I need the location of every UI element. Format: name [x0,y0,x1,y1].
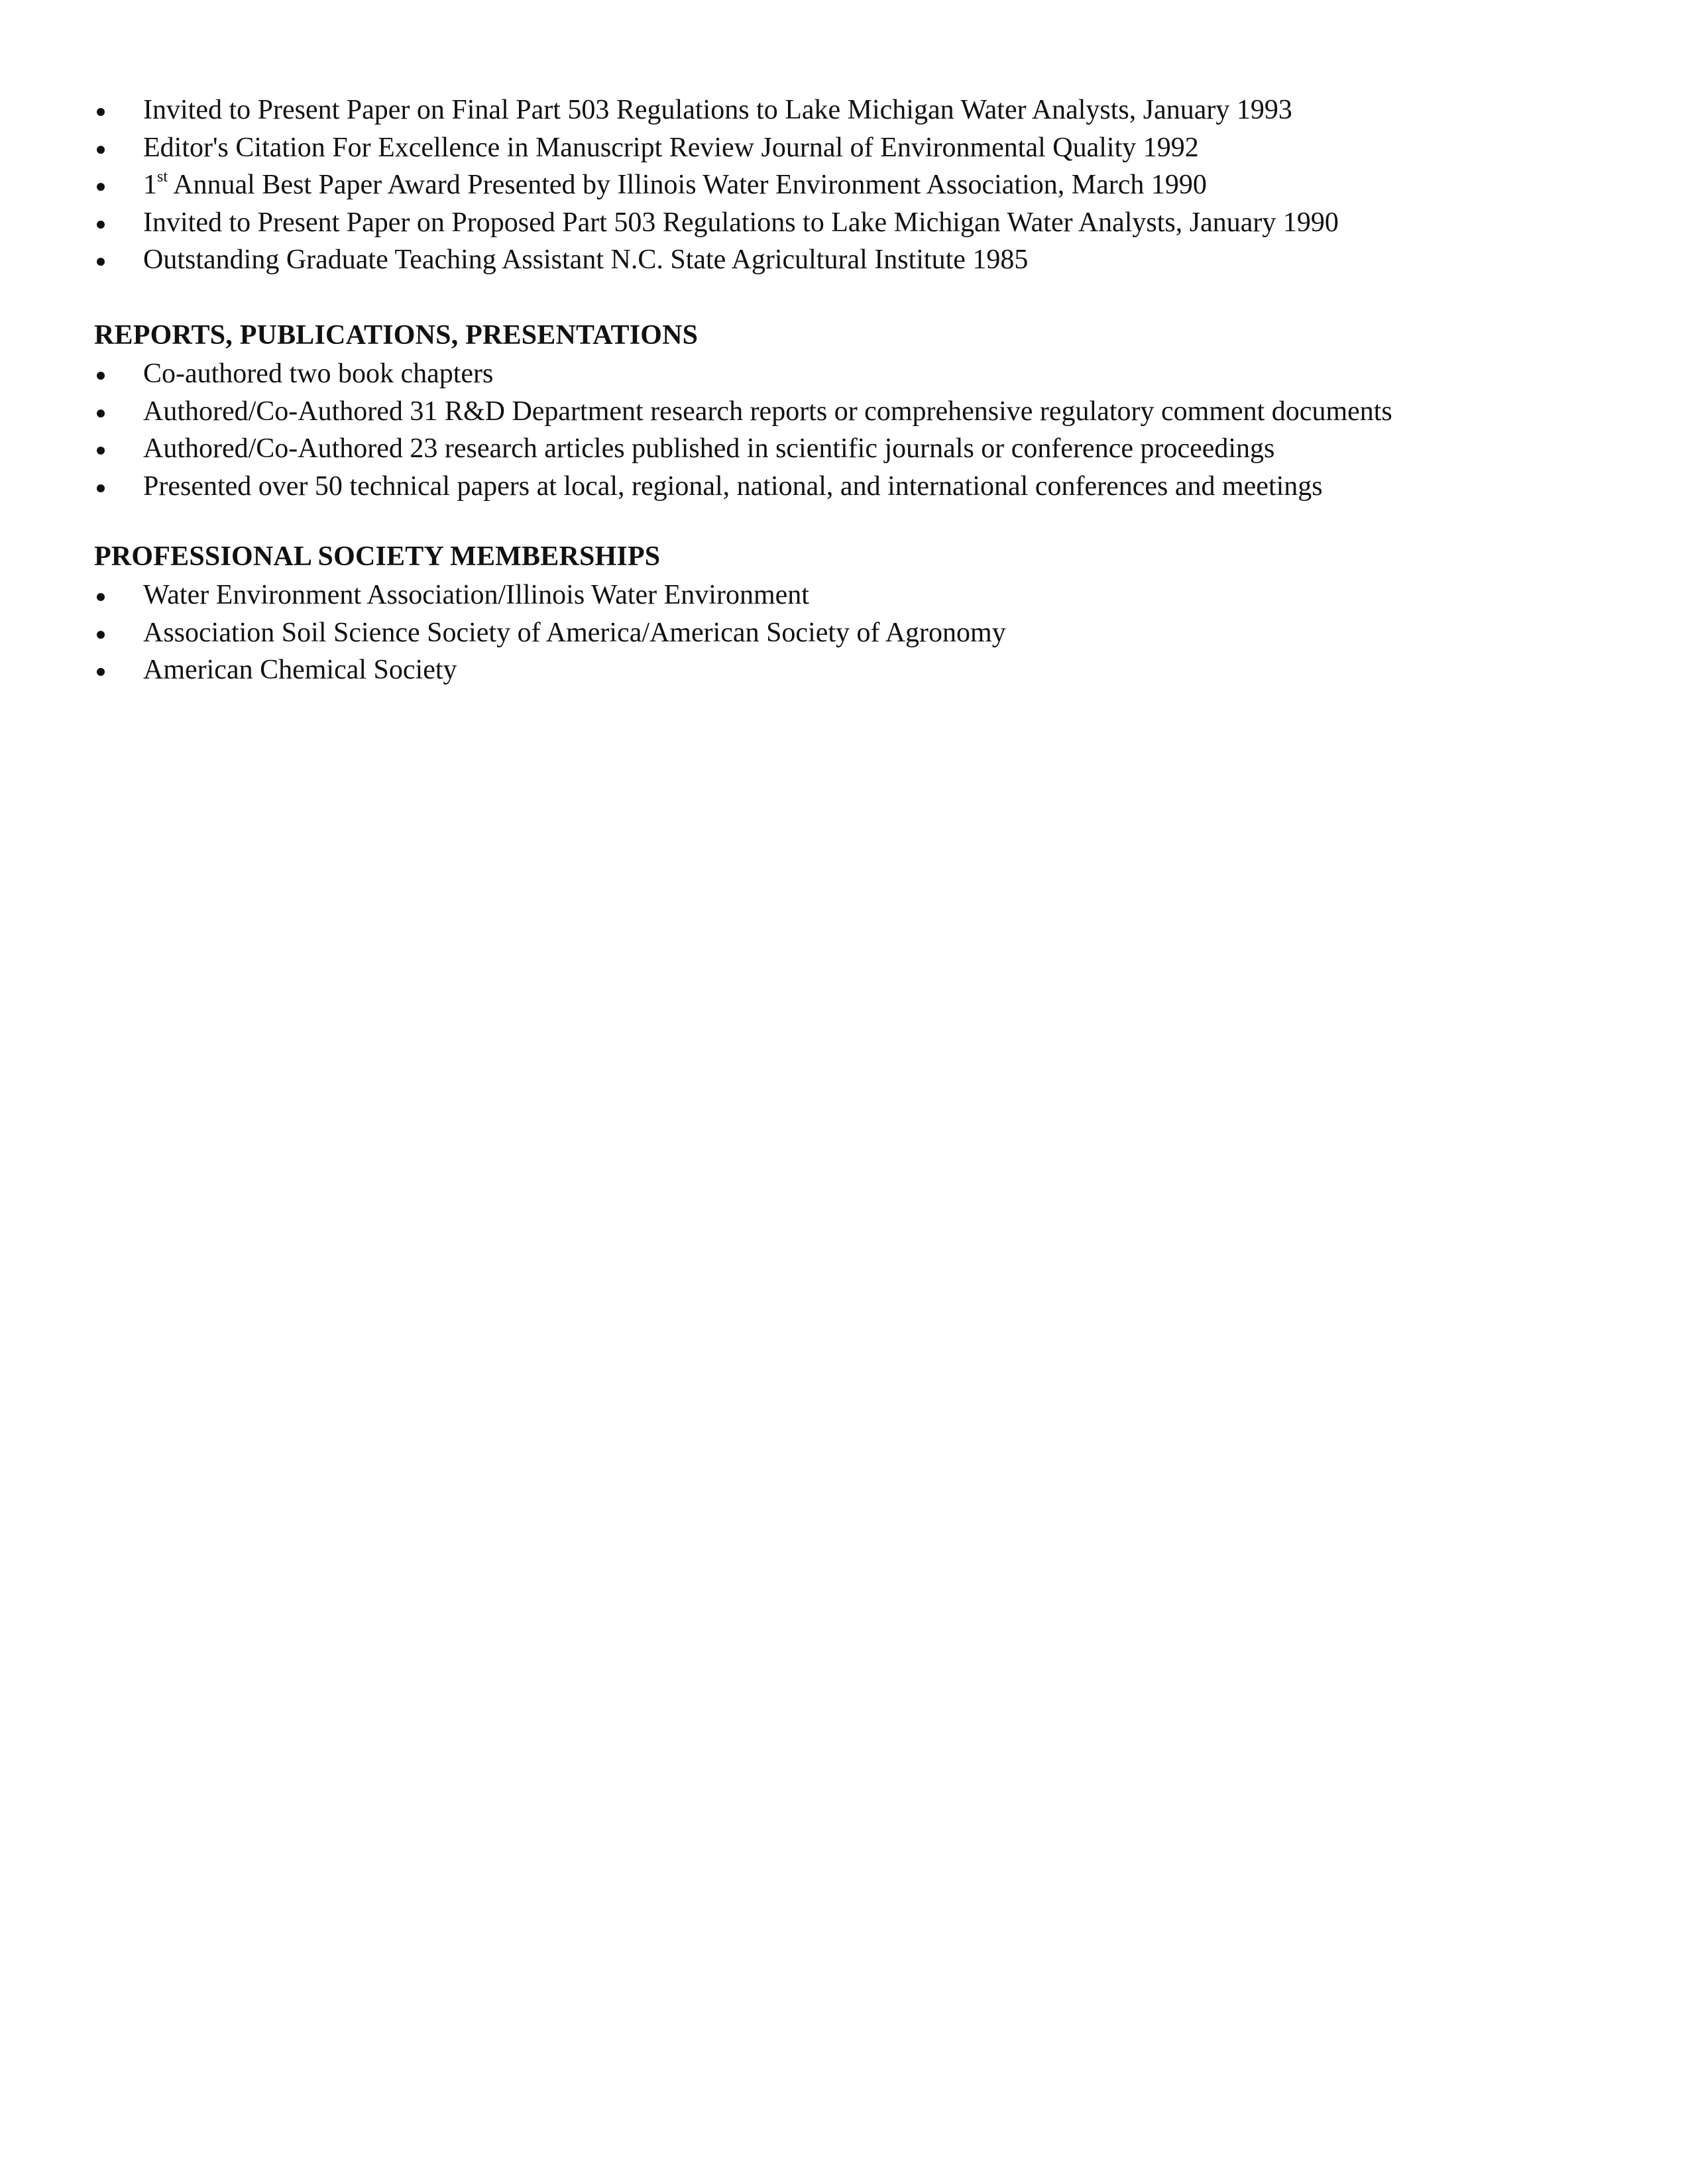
memberships-list [94,576,1618,689]
bullet-icon [97,631,105,639]
list-item-text: Editor's Citation For Excellence in Manuscript Review Journal of Environmental Quality 1992 [143,132,1199,163]
bullet-icon [97,372,105,380]
bullet-icon [97,410,105,417]
list-item-text: American Chemical Society [143,655,457,685]
list-item-text: Invited to Present Paper on Proposed Part 503 Regulations to Lake Michigan Water Analysts, January 1990 [143,207,1339,238]
reports-list [94,355,1618,505]
bullet-icon [97,668,105,676]
list-item-text: Presented over 50 technical papers at local, regional, national, and international conferences and meetings [143,470,1323,502]
list-item [94,91,1618,129]
reports-section [94,317,1618,505]
list-item [94,241,1618,279]
list-item-text: Water Environment Association/Illinois Water Environment [143,580,809,610]
list-item [94,166,1618,204]
list-item-prefix: 1 [143,170,157,200]
list-item-text: Authored/Co-Authored 23 research articles published in scientific journals or conference proceedings [143,433,1275,464]
section-heading-reports: REPORTS, PUBLICATIONS, PRESENTATIONS [94,320,699,351]
bullet-icon [97,183,105,191]
list-item-text: Annual Best Paper Award Presented by Illinois Water Environment Association, March 1990 [168,170,1207,200]
bullet-icon [97,484,105,492]
bullet-icon [97,593,105,601]
list-item [94,468,1618,506]
list-item [94,430,1618,468]
list-item [94,129,1618,167]
bullet-icon [97,447,105,455]
bullet-icon [97,108,105,116]
list-item [94,355,1618,393]
list-item-text: Co-authored two book chapters [143,358,494,389]
awards-section [94,91,1618,279]
bullet-icon [97,221,105,229]
list-item [94,393,1618,431]
list-item [94,614,1618,652]
memberships-section [94,538,1618,689]
section-heading-memberships: PROFESSIONAL SOCIETY MEMBERSHIPS [94,541,661,572]
bullet-icon [97,146,105,154]
list-item-text: Outstanding Graduate Teaching Assistant N.C. State Agricultural Institute 1985 [143,245,1029,275]
list-item [94,204,1618,242]
list-item-text: Authored/Co-Authored 31 R&D Department research reports or comprehensive regulatory comment documents [143,396,1392,427]
bullet-icon [97,258,105,266]
list-item [94,576,1618,614]
ordinal-superscript: st [157,168,168,186]
list-item-text: Association Soil Science Society of America/American Society of Agronomy [143,617,1006,648]
list-item-text: Invited to Present Paper on Final Part 503 Regulations to Lake Michigan Water Analysts, January 1993 [143,95,1292,125]
awards-list [94,91,1618,279]
list-item [94,651,1618,689]
